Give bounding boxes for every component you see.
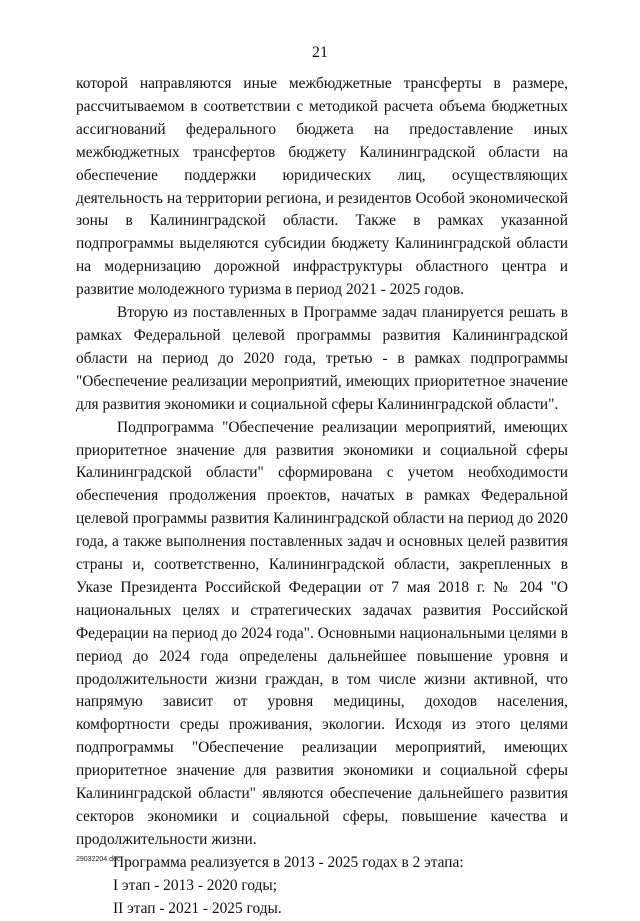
paragraph-continuation: которой направляются иные межбюджетные трансферты в размере, рассчитываемом в соответствии с методикой расчета объема бюджетных ассигнований федерального бюджета на предоставление иных межбюджетных трансфертов бюджету Калининградской области на обеспечение поддержки юридических лиц, осуществляющих деятельность на территории региона, и резидентов Особой экономической зоны в Калининградской области. Также в рамках указанной подпрограммы выделяются субсидии бюджету Калининградской области на модернизацию дорожной инфраструктуры областного центра и развитие молодежного туризма в период 2021 - 2025 годов.: [76, 75, 568, 299]
stage-2: II этап - 2021 - 2025 годы.: [113, 899, 282, 917]
stages-intro: Программа реализуется в 2013 - 2025 годах в 2 этапа:: [113, 853, 464, 871]
paragraph-second-task: Вторую из поставленных в Программе задач планируется решать в рамках Федеральной целевой программы развития Калининградской области на период до 2020 года, третью - в рамках подпрограммы "Обеспечение реализации мероприятий, имеющих приоритетное значение для развития экономики и социальной сферы Калининградской области".: [76, 304, 568, 413]
paragraph-subprogram: Подпрограмма "Обеспечение реализации мероприятий, имеющих приоритетное значение для развития экономики и социальной сферы Калининградской области" сформирована с учетом необходимости обеспечения продолжения проектов, начатых в рамках Федеральной целевой программы развития Калининградской области на период до 2020 года, а также выполнения поставленных задач и основных целей развития страны и, соответственно, Калининградской области, закрепленных в Указе Президента Российской Федерации от 7 мая 2018 г. № 204 "О национальных целях и стратегических задачах развития Российской Федерации на период до 2024 года". Основными национальными целями в период до 2024 года определены дальнейшее повышение уровня и продолжительности жизни граждан, в том числе жизни активной, что напрямую зависит от уровня медицины, доходов населения, комфортности среды проживания, экологии. Исходя из этого целями подпрограммы "Обеспечение реализации мероприятий, имеющих приоритетное значение для развития экономики и социальной сферы Калининградской области" являются обеспечение дальнейшего развития секторов экономики и социальной сферы, повышение качества и продолжительности жизни.: [76, 418, 568, 848]
document-body: [76, 73, 568, 921]
footer-filename: 29032204.doc: [76, 856, 121, 863]
page-number: 21: [312, 44, 328, 61]
stage-1: I этап - 2013 - 2020 годы;: [113, 876, 278, 894]
